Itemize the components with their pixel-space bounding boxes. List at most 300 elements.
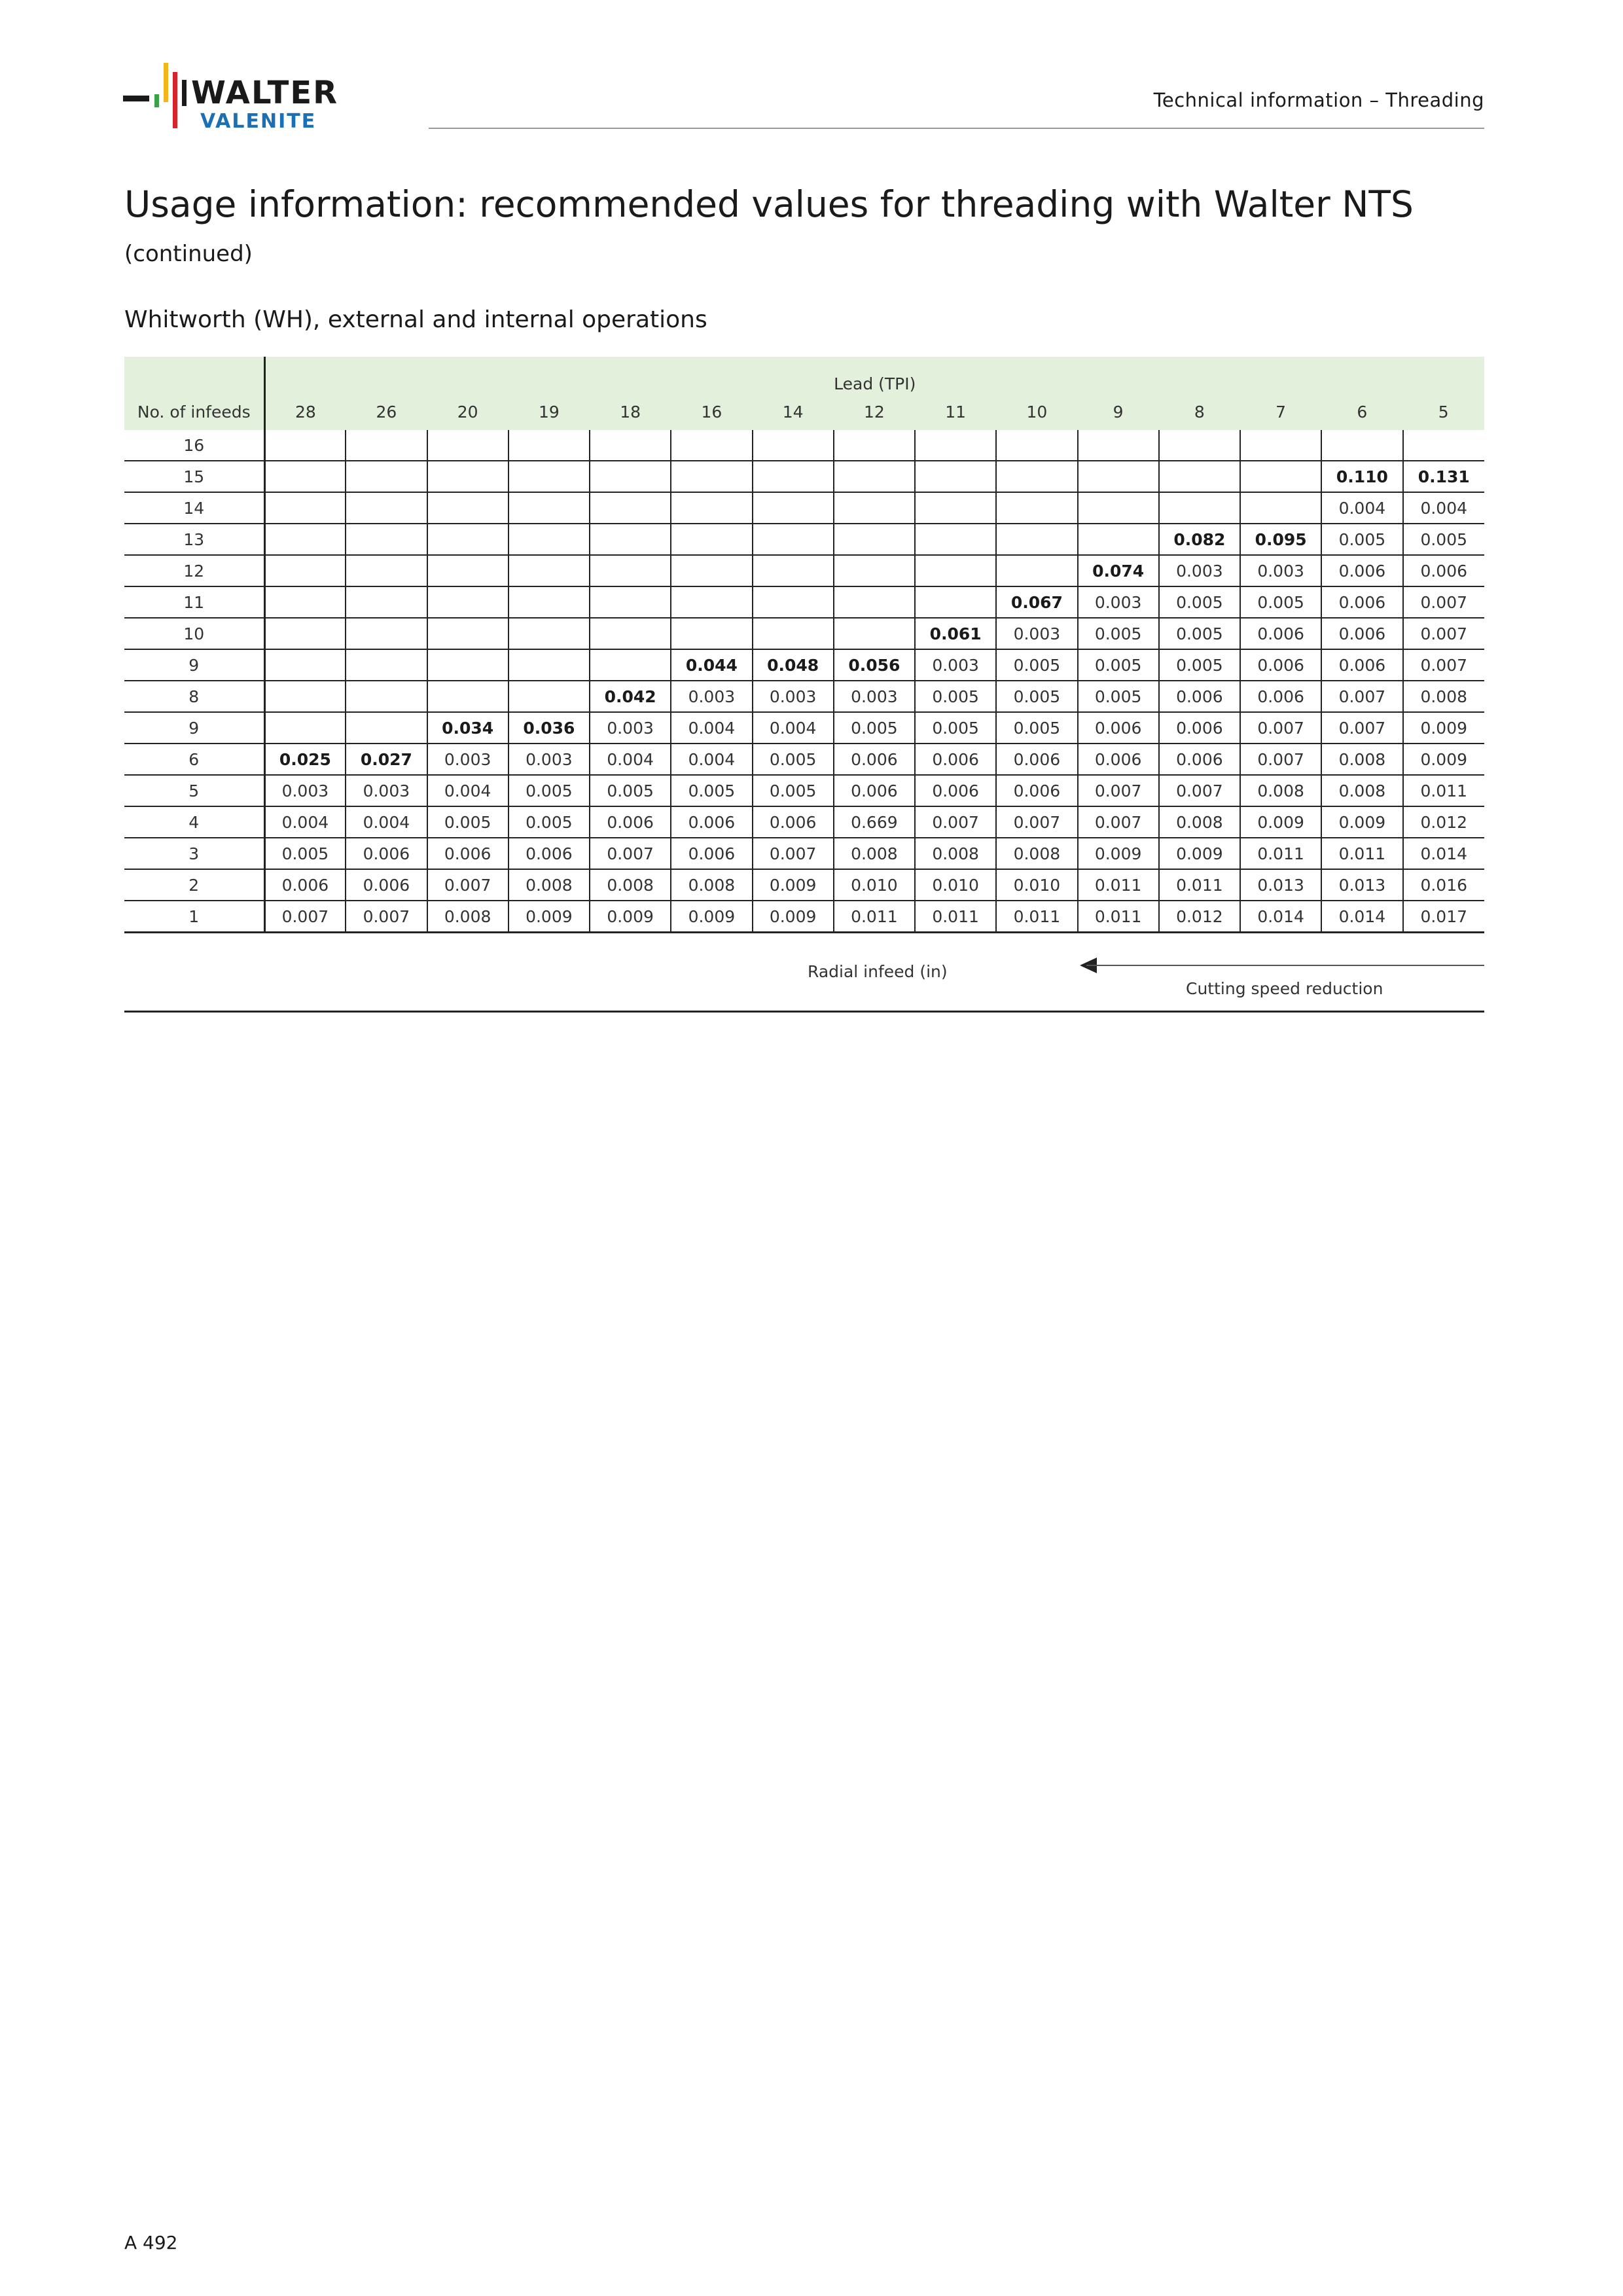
table-cell bbox=[1321, 430, 1402, 461]
column-header: 18 bbox=[590, 393, 671, 430]
table-cell: 0.009 bbox=[1159, 838, 1240, 869]
table-cell: 0.042 bbox=[590, 681, 671, 712]
table-cell bbox=[915, 430, 996, 461]
table-cell: 0.011 bbox=[1159, 869, 1240, 901]
table-cell bbox=[264, 461, 346, 492]
table-cell: 0.003 bbox=[590, 712, 671, 744]
table-cell: 0.006 bbox=[915, 775, 996, 806]
table-row bbox=[124, 869, 1484, 901]
stub-header-spacer bbox=[124, 357, 264, 393]
cutting-speed-label: Cutting speed reduction bbox=[1186, 979, 1383, 998]
table-cell: 0.007 bbox=[1403, 649, 1485, 681]
table-cell bbox=[671, 555, 752, 586]
row-label: 11 bbox=[124, 586, 264, 618]
infeed-table bbox=[124, 357, 1484, 933]
table-cell: 0.003 bbox=[264, 775, 346, 806]
table-cell: 0.006 bbox=[996, 744, 1077, 775]
column-header: 10 bbox=[996, 393, 1077, 430]
table-cell: 0.005 bbox=[996, 681, 1077, 712]
table-cell bbox=[346, 461, 427, 492]
table-cell bbox=[346, 618, 427, 649]
table-cell bbox=[427, 649, 508, 681]
table-cell: 0.006 bbox=[1078, 712, 1159, 744]
table-cell bbox=[264, 492, 346, 524]
table-cell: 0.011 bbox=[1403, 775, 1485, 806]
table-cell: 0.005 bbox=[590, 775, 671, 806]
table-cell: 0.003 bbox=[834, 681, 915, 712]
row-label: 6 bbox=[124, 744, 264, 775]
table-cell: 0.004 bbox=[671, 712, 752, 744]
table-cell: 0.007 bbox=[427, 869, 508, 901]
table-cell: 0.006 bbox=[1159, 744, 1240, 775]
table-cell bbox=[427, 524, 508, 555]
table-cell: 0.003 bbox=[346, 775, 427, 806]
table-cell bbox=[508, 649, 590, 681]
row-label: 4 bbox=[124, 806, 264, 838]
table-cell bbox=[264, 618, 346, 649]
table-cell: 0.014 bbox=[1321, 901, 1402, 933]
table-cell: 0.011 bbox=[1240, 838, 1321, 869]
table-cell: 0.007 bbox=[1240, 712, 1321, 744]
table-cell: 0.003 bbox=[915, 649, 996, 681]
table-cell bbox=[508, 461, 590, 492]
table-cell bbox=[590, 430, 671, 461]
table-cell: 0.007 bbox=[1321, 681, 1402, 712]
table-cell: 0.009 bbox=[753, 869, 834, 901]
table-cell: 0.005 bbox=[1240, 586, 1321, 618]
table-cell bbox=[590, 649, 671, 681]
table-cell: 0.006 bbox=[1321, 649, 1402, 681]
table-cell bbox=[834, 586, 915, 618]
table-cell bbox=[508, 524, 590, 555]
row-label: 2 bbox=[124, 869, 264, 901]
table-cell bbox=[1240, 461, 1321, 492]
table-cell: 0.034 bbox=[427, 712, 508, 744]
table-cell: 0.006 bbox=[346, 838, 427, 869]
table-cell: 0.044 bbox=[671, 649, 752, 681]
table-cell bbox=[996, 524, 1077, 555]
table-cell: 0.006 bbox=[671, 806, 752, 838]
table-cell: 0.008 bbox=[1321, 744, 1402, 775]
table-row bbox=[124, 555, 1484, 586]
table-cell: 0.004 bbox=[1403, 492, 1485, 524]
table-cell: 0.005 bbox=[996, 712, 1077, 744]
table-cell bbox=[671, 524, 752, 555]
table-row bbox=[124, 681, 1484, 712]
table-cell bbox=[753, 586, 834, 618]
table-cell bbox=[590, 555, 671, 586]
table-cell bbox=[671, 461, 752, 492]
table-cell: 0.008 bbox=[834, 838, 915, 869]
table-cell bbox=[996, 430, 1077, 461]
table-cell: 0.007 bbox=[753, 838, 834, 869]
table-cell: 0.004 bbox=[427, 775, 508, 806]
column-header: 5 bbox=[1403, 393, 1485, 430]
page-subtitle: (continued) bbox=[124, 241, 253, 267]
table-cell: 0.006 bbox=[427, 838, 508, 869]
table-cell bbox=[1078, 492, 1159, 524]
table-cell bbox=[1240, 430, 1321, 461]
table-cell bbox=[834, 430, 915, 461]
table-row bbox=[124, 492, 1484, 524]
table-cell: 0.008 bbox=[1159, 806, 1240, 838]
table-cell: 0.008 bbox=[508, 869, 590, 901]
table-cell: 0.008 bbox=[1240, 775, 1321, 806]
page-number: A 492 bbox=[124, 2232, 178, 2253]
table-cell: 0.003 bbox=[671, 681, 752, 712]
table-cell: 0.006 bbox=[671, 838, 752, 869]
table-cell: 0.005 bbox=[508, 806, 590, 838]
table-cell bbox=[427, 430, 508, 461]
table-cell bbox=[915, 555, 996, 586]
row-label: 12 bbox=[124, 555, 264, 586]
table-cell: 0.008 bbox=[1403, 681, 1485, 712]
table-cell: 0.009 bbox=[1321, 806, 1402, 838]
table-cell: 0.009 bbox=[753, 901, 834, 933]
table-cell: 0.006 bbox=[508, 838, 590, 869]
table-row bbox=[124, 524, 1484, 555]
table-cell: 0.061 bbox=[915, 618, 996, 649]
table-cell: 0.005 bbox=[1078, 649, 1159, 681]
table-cell bbox=[590, 524, 671, 555]
table-cell bbox=[996, 492, 1077, 524]
table-cell bbox=[346, 649, 427, 681]
table-cell bbox=[508, 618, 590, 649]
table-cell bbox=[834, 555, 915, 586]
table-cell bbox=[346, 586, 427, 618]
logo-wordmark: WALTER bbox=[191, 75, 339, 111]
table-cell: 0.005 bbox=[1321, 524, 1402, 555]
table-cell: 0.014 bbox=[1240, 901, 1321, 933]
table-cell bbox=[915, 492, 996, 524]
row-label: 16 bbox=[124, 430, 264, 461]
table-cell bbox=[264, 681, 346, 712]
table-cell: 0.095 bbox=[1240, 524, 1321, 555]
logo-subwordmark: VALENITE bbox=[200, 110, 317, 132]
table-cell: 0.009 bbox=[671, 901, 752, 933]
table-cell: 0.008 bbox=[915, 838, 996, 869]
table-cell: 0.007 bbox=[1403, 586, 1485, 618]
column-header: 20 bbox=[427, 393, 508, 430]
table-cell bbox=[834, 524, 915, 555]
table-cell: 0.110 bbox=[1321, 461, 1402, 492]
column-header: 8 bbox=[1159, 393, 1240, 430]
table-cell bbox=[346, 712, 427, 744]
row-label: 1 bbox=[124, 901, 264, 933]
table-cell bbox=[753, 461, 834, 492]
table-cell: 0.005 bbox=[508, 775, 590, 806]
header-divider bbox=[429, 128, 1484, 129]
table-cell bbox=[834, 618, 915, 649]
table-cell: 0.005 bbox=[1159, 618, 1240, 649]
table-cell: 0.004 bbox=[1321, 492, 1402, 524]
column-header: 7 bbox=[1240, 393, 1321, 430]
table-cell: 0.006 bbox=[1240, 649, 1321, 681]
table-cell: 0.012 bbox=[1159, 901, 1240, 933]
table-cell: 0.003 bbox=[508, 744, 590, 775]
table-cell: 0.006 bbox=[1159, 681, 1240, 712]
table-cell: 0.010 bbox=[834, 869, 915, 901]
table-cell: 0.006 bbox=[834, 744, 915, 775]
table-cell bbox=[915, 586, 996, 618]
table-cell: 0.003 bbox=[1159, 555, 1240, 586]
table-row bbox=[124, 649, 1484, 681]
table-row bbox=[124, 712, 1484, 744]
table-cell: 0.007 bbox=[1403, 618, 1485, 649]
table-cell bbox=[427, 618, 508, 649]
column-header: 12 bbox=[834, 393, 915, 430]
table-cell: 0.006 bbox=[264, 869, 346, 901]
table-cell: 0.669 bbox=[834, 806, 915, 838]
table-cell: 0.003 bbox=[1078, 586, 1159, 618]
row-label: 15 bbox=[124, 461, 264, 492]
table-cell bbox=[1078, 461, 1159, 492]
row-label: 10 bbox=[124, 618, 264, 649]
table-cell: 0.004 bbox=[590, 744, 671, 775]
table-cell bbox=[671, 430, 752, 461]
table-cell bbox=[264, 649, 346, 681]
table-cell bbox=[427, 461, 508, 492]
table-cell: 0.003 bbox=[1240, 555, 1321, 586]
table-cell bbox=[264, 430, 346, 461]
table-cell: 0.005 bbox=[1078, 681, 1159, 712]
table-cell: 0.131 bbox=[1403, 461, 1485, 492]
infeed-table-wrapper bbox=[124, 357, 1484, 933]
table-cell: 0.005 bbox=[915, 681, 996, 712]
column-header: 14 bbox=[753, 393, 834, 430]
table-cell: 0.011 bbox=[1078, 869, 1159, 901]
walter-valenite-logo bbox=[123, 60, 404, 132]
column-header: 28 bbox=[264, 393, 346, 430]
table-cell: 0.013 bbox=[1321, 869, 1402, 901]
table-cell: 0.006 bbox=[1078, 744, 1159, 775]
table-cell: 0.012 bbox=[1403, 806, 1485, 838]
table-cell bbox=[753, 430, 834, 461]
table-cell: 0.006 bbox=[1321, 618, 1402, 649]
row-label: 3 bbox=[124, 838, 264, 869]
table-cell bbox=[996, 461, 1077, 492]
table-cell: 0.004 bbox=[753, 712, 834, 744]
table-cell: 0.008 bbox=[996, 838, 1077, 869]
table-cell: 0.009 bbox=[590, 901, 671, 933]
table-cell bbox=[1078, 524, 1159, 555]
table-cell bbox=[346, 430, 427, 461]
column-header: 19 bbox=[508, 393, 590, 430]
table-cell bbox=[590, 492, 671, 524]
table-cell: 0.006 bbox=[996, 775, 1077, 806]
table-cell bbox=[834, 492, 915, 524]
section-heading: Whitworth (WH), external and internal operations bbox=[124, 306, 707, 333]
table-cell: 0.006 bbox=[590, 806, 671, 838]
table-cell bbox=[1159, 492, 1240, 524]
table-row bbox=[124, 586, 1484, 618]
column-header: 9 bbox=[1078, 393, 1159, 430]
table-cell bbox=[590, 461, 671, 492]
table-cell: 0.027 bbox=[346, 744, 427, 775]
table-cell: 0.005 bbox=[1403, 524, 1485, 555]
stub-header: No. of infeeds bbox=[124, 393, 264, 430]
column-header: 26 bbox=[346, 393, 427, 430]
table-cell bbox=[671, 586, 752, 618]
table-cell: 0.005 bbox=[671, 775, 752, 806]
table-cell: 0.006 bbox=[1321, 555, 1402, 586]
table-cell bbox=[753, 618, 834, 649]
table-cell bbox=[508, 430, 590, 461]
table-cell: 0.014 bbox=[1403, 838, 1485, 869]
table-cell: 0.007 bbox=[346, 901, 427, 933]
column-header: 6 bbox=[1321, 393, 1402, 430]
table-cell bbox=[427, 492, 508, 524]
table-cell bbox=[753, 492, 834, 524]
table-cell: 0.048 bbox=[753, 649, 834, 681]
table-cell: 0.007 bbox=[1240, 744, 1321, 775]
table-cell: 0.006 bbox=[915, 744, 996, 775]
table-row bbox=[124, 618, 1484, 649]
table-row bbox=[124, 901, 1484, 933]
table-cell: 0.006 bbox=[1240, 618, 1321, 649]
table-cell bbox=[915, 524, 996, 555]
table-cell bbox=[590, 618, 671, 649]
row-label: 9 bbox=[124, 712, 264, 744]
table-cell bbox=[346, 555, 427, 586]
table-cell: 0.011 bbox=[996, 901, 1077, 933]
table-cell: 0.005 bbox=[1159, 586, 1240, 618]
table-cell: 0.011 bbox=[1078, 901, 1159, 933]
table-cell bbox=[996, 555, 1077, 586]
table-cell: 0.008 bbox=[1321, 775, 1402, 806]
table-cell: 0.025 bbox=[264, 744, 346, 775]
table-cell: 0.006 bbox=[1321, 586, 1402, 618]
table-cell: 0.005 bbox=[1078, 618, 1159, 649]
table-cell: 0.005 bbox=[1159, 649, 1240, 681]
table-cell: 0.007 bbox=[1078, 806, 1159, 838]
table-cell: 0.010 bbox=[996, 869, 1077, 901]
table-cell: 0.007 bbox=[590, 838, 671, 869]
table-cell: 0.067 bbox=[996, 586, 1077, 618]
table-row bbox=[124, 806, 1484, 838]
table-cell bbox=[834, 461, 915, 492]
table-cell bbox=[1159, 461, 1240, 492]
table-cell: 0.003 bbox=[427, 744, 508, 775]
table-cell bbox=[508, 586, 590, 618]
table-cell bbox=[264, 555, 346, 586]
table-cell bbox=[1078, 430, 1159, 461]
table-cell: 0.036 bbox=[508, 712, 590, 744]
table-cell: 0.010 bbox=[915, 869, 996, 901]
table-cell: 0.005 bbox=[427, 806, 508, 838]
table-cell: 0.009 bbox=[1078, 838, 1159, 869]
lead-group-header: Lead (TPI) bbox=[264, 357, 1484, 393]
page-title: Usage information: recommended values for threading with Walter NTS bbox=[124, 183, 1414, 225]
table-cell bbox=[264, 586, 346, 618]
table-cell bbox=[508, 555, 590, 586]
table-cell: 0.005 bbox=[264, 838, 346, 869]
table-cell bbox=[590, 586, 671, 618]
table-row bbox=[124, 775, 1484, 806]
table-cell: 0.074 bbox=[1078, 555, 1159, 586]
table-cell: 0.004 bbox=[264, 806, 346, 838]
table-cell: 0.009 bbox=[1240, 806, 1321, 838]
table-cell bbox=[346, 524, 427, 555]
table-cell: 0.005 bbox=[915, 712, 996, 744]
row-label: 13 bbox=[124, 524, 264, 555]
table-cell bbox=[753, 555, 834, 586]
table-cell bbox=[427, 555, 508, 586]
table-cell: 0.007 bbox=[1159, 775, 1240, 806]
table-cell: 0.007 bbox=[996, 806, 1077, 838]
row-label: 8 bbox=[124, 681, 264, 712]
table-cell: 0.005 bbox=[753, 775, 834, 806]
table-cell bbox=[1240, 492, 1321, 524]
table-cell: 0.017 bbox=[1403, 901, 1485, 933]
table-row bbox=[124, 744, 1484, 775]
table-cell bbox=[1403, 430, 1485, 461]
table-cell bbox=[346, 492, 427, 524]
table-cell: 0.011 bbox=[915, 901, 996, 933]
table-cell: 0.007 bbox=[1078, 775, 1159, 806]
table-cell: 0.006 bbox=[834, 775, 915, 806]
table-cell bbox=[671, 618, 752, 649]
table-cell: 0.003 bbox=[753, 681, 834, 712]
column-header: 16 bbox=[671, 393, 752, 430]
table-cell: 0.009 bbox=[1403, 712, 1485, 744]
table-cell bbox=[346, 681, 427, 712]
table-cell: 0.008 bbox=[590, 869, 671, 901]
column-header: 11 bbox=[915, 393, 996, 430]
table-row bbox=[124, 838, 1484, 869]
table-cell: 0.006 bbox=[1240, 681, 1321, 712]
table-cell: 0.006 bbox=[346, 869, 427, 901]
section-label: Technical information – Threading bbox=[1153, 89, 1484, 111]
table-cell bbox=[427, 586, 508, 618]
row-label: 9 bbox=[124, 649, 264, 681]
table-cell: 0.003 bbox=[996, 618, 1077, 649]
table-cell bbox=[1159, 430, 1240, 461]
table-cell: 0.006 bbox=[753, 806, 834, 838]
footer-divider bbox=[124, 1011, 1484, 1013]
table-cell: 0.007 bbox=[1321, 712, 1402, 744]
table-cell: 0.005 bbox=[996, 649, 1077, 681]
row-label: 14 bbox=[124, 492, 264, 524]
arrow-line bbox=[1086, 965, 1484, 966]
table-cell bbox=[508, 681, 590, 712]
table-cell: 0.011 bbox=[834, 901, 915, 933]
table-row bbox=[124, 461, 1484, 492]
table-cell: 0.006 bbox=[1403, 555, 1485, 586]
table-cell: 0.016 bbox=[1403, 869, 1485, 901]
table-row bbox=[124, 430, 1484, 461]
table-cell bbox=[264, 712, 346, 744]
table-cell: 0.009 bbox=[508, 901, 590, 933]
table-cell: 0.056 bbox=[834, 649, 915, 681]
table-cell: 0.008 bbox=[427, 901, 508, 933]
table-cell: 0.013 bbox=[1240, 869, 1321, 901]
table-cell: 0.005 bbox=[753, 744, 834, 775]
row-label: 5 bbox=[124, 775, 264, 806]
table-cell bbox=[753, 524, 834, 555]
table-cell: 0.006 bbox=[1159, 712, 1240, 744]
table-cell bbox=[427, 681, 508, 712]
table-footer bbox=[124, 936, 1484, 1014]
table-cell: 0.082 bbox=[1159, 524, 1240, 555]
table-cell: 0.011 bbox=[1321, 838, 1402, 869]
table-cell bbox=[671, 492, 752, 524]
table-cell bbox=[508, 492, 590, 524]
radial-infeed-label: Radial infeed (in) bbox=[808, 962, 948, 981]
table-cell: 0.005 bbox=[834, 712, 915, 744]
table-cell: 0.007 bbox=[915, 806, 996, 838]
table-cell: 0.004 bbox=[346, 806, 427, 838]
